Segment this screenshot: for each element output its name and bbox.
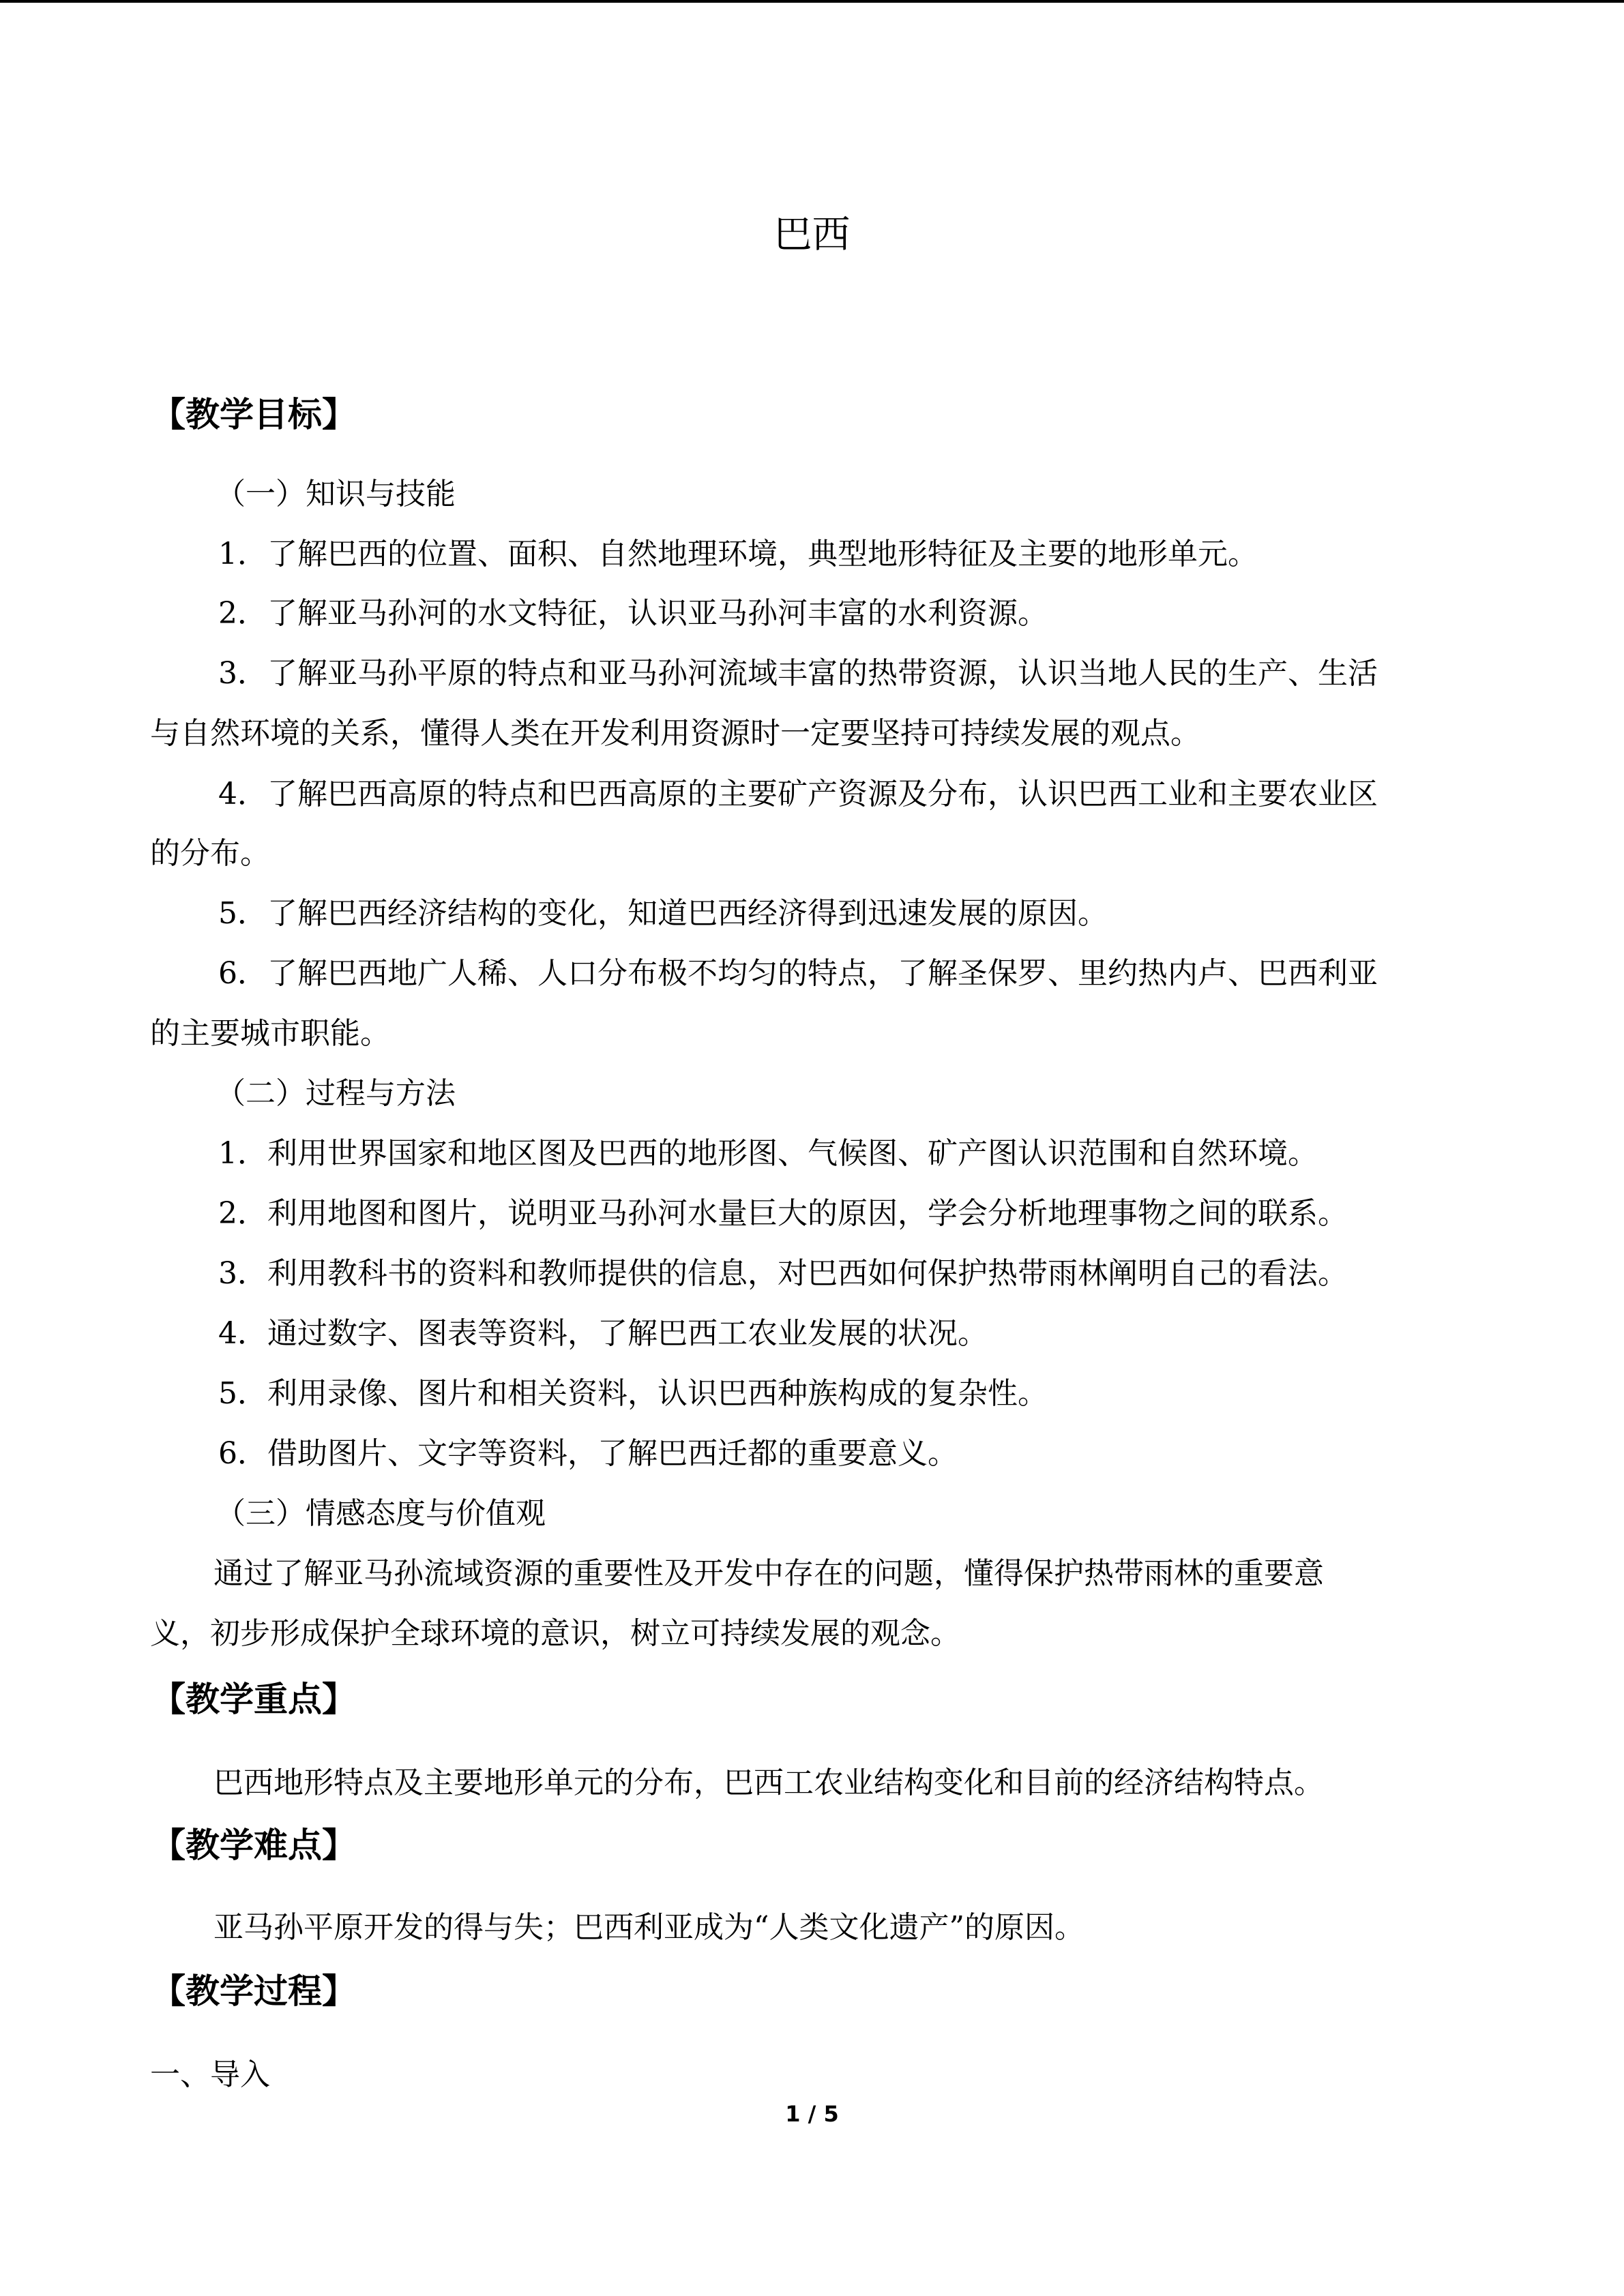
process-item-5: 5．利用录像、图片和相关资料，认识巴西种族构成的复杂性。 [218, 1376, 1048, 1411]
process-item-3: 3．利用教科书的资料和教师提供的信息，对巴西如何保护热带雨林阐明自己的看法。 [218, 1256, 1348, 1291]
knowledge-item-1: 1．了解巴西的位置、面积、自然地理环境，典型地形特征及主要的地形单元。 [218, 537, 1258, 571]
knowledge-item-3-line-1: 3．了解亚马孙平原的特点和亚马孙河流域丰富的热带资源，认识当地人民的生产、生活 [218, 656, 1378, 691]
knowledge-item-3-line-2: 与自然环境的关系，懂得人类在开发利用资源时一定要坚持可持续发展的观点。 [150, 716, 1200, 751]
process-item-2: 2．利用地图和图片，说明亚马孙河水量巨大的原因，学会分析地理事物之间的联系。 [218, 1196, 1348, 1231]
document-title: 巴西 [773, 213, 851, 257]
heading-difficult-points: 【教学难点】 [151, 1825, 356, 1865]
knowledge-item-4-line-1: 4．了解巴西高原的特点和巴西高原的主要矿产资源及分布，认识巴西工业和主要农业区 [218, 777, 1378, 811]
top-border-line [0, 0, 1624, 3]
difficult-points-text: 亚马孙平原开发的得与失；巴西利亚成为“人类文化遗产”的原因。 [213, 1910, 1084, 1945]
key-points-text: 巴西地形特点及主要地形单元的分布，巴西工农业结构变化和目前的经济结构特点。 [213, 1765, 1324, 1800]
subheading-attitudes-values: （三）情感态度与价值观 [216, 1496, 546, 1531]
page-number: 1 / 5 [785, 2101, 839, 2127]
process-step-intro: 一、导入 [150, 2057, 270, 2092]
knowledge-item-5: 5．了解巴西经济结构的变化，知道巴西经济得到迅速发展的原因。 [218, 896, 1108, 931]
knowledge-item-6-line-1: 6．了解巴西地广人稀、人口分布极不均匀的特点，了解圣保罗、里约热内卢、巴西利亚 [218, 956, 1378, 991]
process-item-4: 4．通过数字、图表等资料，了解巴西工农业发展的状况。 [218, 1316, 988, 1351]
heading-key-points: 【教学重点】 [151, 1680, 356, 1719]
subheading-knowledge-skills: （一）知识与技能 [216, 477, 456, 511]
heading-teaching-process: 【教学过程】 [151, 1971, 356, 2011]
process-item-1: 1．利用世界国家和地区图及巴西的地形图、气候图、矿产图认识范围和自然环境。 [218, 1136, 1318, 1171]
values-text-line-1: 通过了解亚马孙流域资源的重要性及开发中存在的问题，懂得保护热带雨林的重要意 [213, 1556, 1324, 1591]
knowledge-item-2: 2．了解亚马孙河的水文特征，认识亚马孙河丰富的水利资源。 [218, 596, 1048, 631]
process-item-6: 6．借助图片、文字等资料，了解巴西迁都的重要意义。 [218, 1436, 958, 1471]
knowledge-item-6-line-2: 的主要城市职能。 [150, 1016, 390, 1051]
knowledge-item-4-line-2: 的分布。 [150, 836, 270, 871]
subheading-process-methods: （二）过程与方法 [216, 1076, 456, 1111]
heading-teaching-goals: 【教学目标】 [151, 395, 356, 434]
values-text-line-2: 义，初步形成保护全球环境的意识，树立可持续发展的观念。 [150, 1616, 960, 1651]
